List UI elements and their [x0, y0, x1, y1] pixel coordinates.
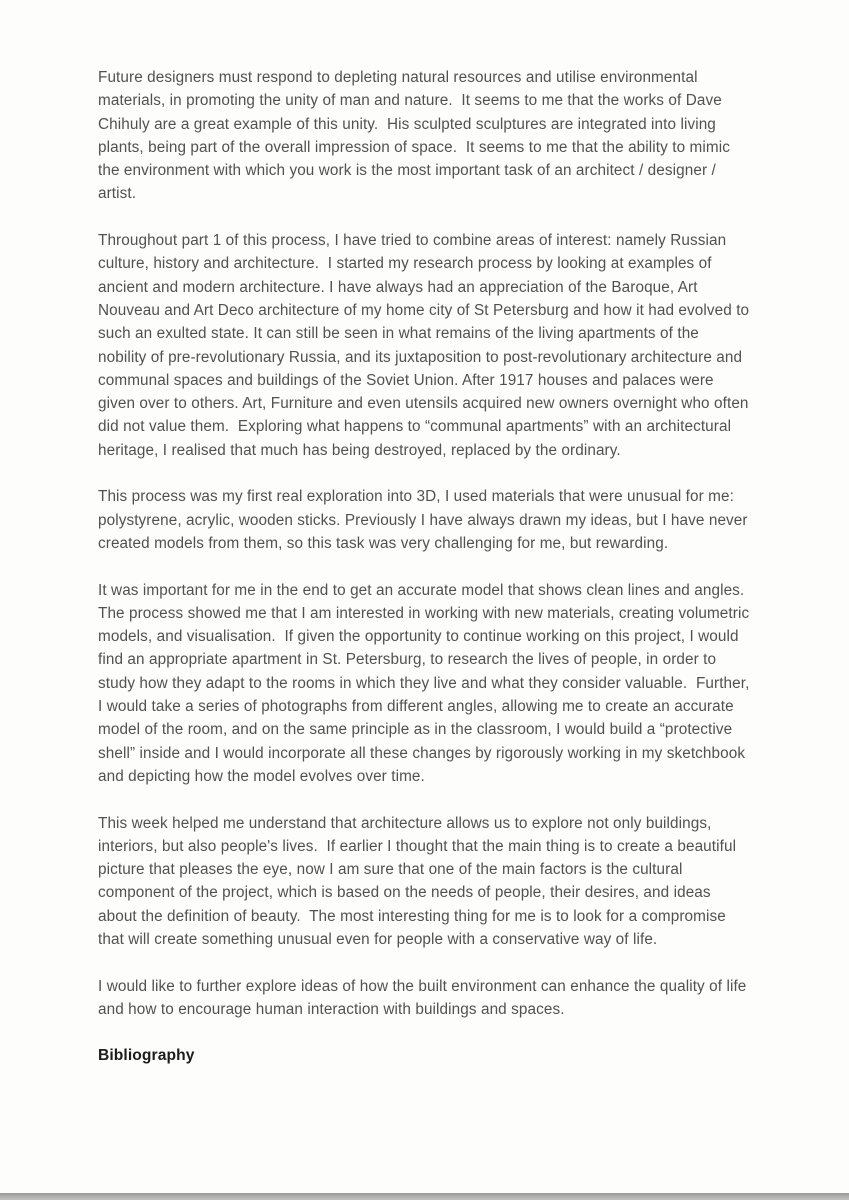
paragraph-first-3d-exploration: This process was my first real exploration into 3D, I used materials that were unusual for me: polystyrene, acrylic, wooden sticks. Previously I have always drawn my ideas, but I have never created models from them, so this task was very challenging for me, but rewarding. — [98, 488, 752, 552]
paragraph-further-explore: I would like to further explore ideas of how the built environment can enhance the quality of life and how to encourage human interaction with buildings and spaces. — [98, 977, 751, 1018]
page-bottom-edge — [0, 1193, 849, 1200]
paragraph-this-week-helped: This week helped me understand that architecture allows us to explore not only buildings, interiors, but also people's lives. If earlier I thought that the main thing is to create a beautiful picture that pleases the eye, now I am sure that one of the main factors is the cultural component of the project, which is based on the needs of people, their desires, and ideas about the definition of beauty. The most interesting thing for me is to look for a compromise that will create something unusual even for people with a conservative way of life. — [98, 814, 741, 948]
bibliography-heading: Bibliography — [98, 1047, 195, 1065]
paragraph-accurate-model: It was important for me in the end to get an accurate model that shows clean lines and angles. The process showed me that I am interested in working with new materials, creating volumetric models, and visualisation. If given the opportunity to continue working on this project, I would find an appropriate apartment in St. Petersburg, to research the lives of people, in order to study how they adapt to the rooms in which they live and what they consider valuable. Further, I would take a series of photographs from different angles, allowing me to create an accurate model of the room, and on the same principle as in the classroom, I would build a “protective shell” inside and I would incorporate all these changes by rigorously working in my sketchbook and depicting how the model evolves over time. — [98, 581, 754, 785]
paragraph-future-designers: Future designers must respond to depleting natural resources and utilise environmental materials, in promoting the unity of man and nature. It seems to me that the works of Dave Chihuly are a great example of this unity. His sculpted sculptures are integrated into living plants, being part of the overall impression of space. It seems to me that the ability to mimic the environment with which you work is the most important task of an architect / designer / artist. — [98, 69, 735, 203]
paragraph-throughout-part-1: Throughout part 1 of this process, I have tried to combine areas of interest: namely Russian culture, history and architecture. I started my research process by looking at examples of ancient and modern architecture. I have always had an appreciation of the Baroque, Art Nouveau and Art Deco architecture of my home city of St Petersburg and how it had evolved to such an exulted state. It can still be seen in what remains of the living apartments of the nobility of pre-revolutionary Russia, and its juxtaposition to post-revolutionary architecture and communal spaces and buildings of the Soviet Union. After 1917 houses and palaces were given over to others. Art, Furniture and even utensils acquired new owners overnight who often did not value them. Exploring what happens to “communal apartments” with an architectural heritage, I realised that much has being destroyed, replaced by the ordinary. — [98, 232, 754, 459]
document-content — [98, 66, 754, 1068]
